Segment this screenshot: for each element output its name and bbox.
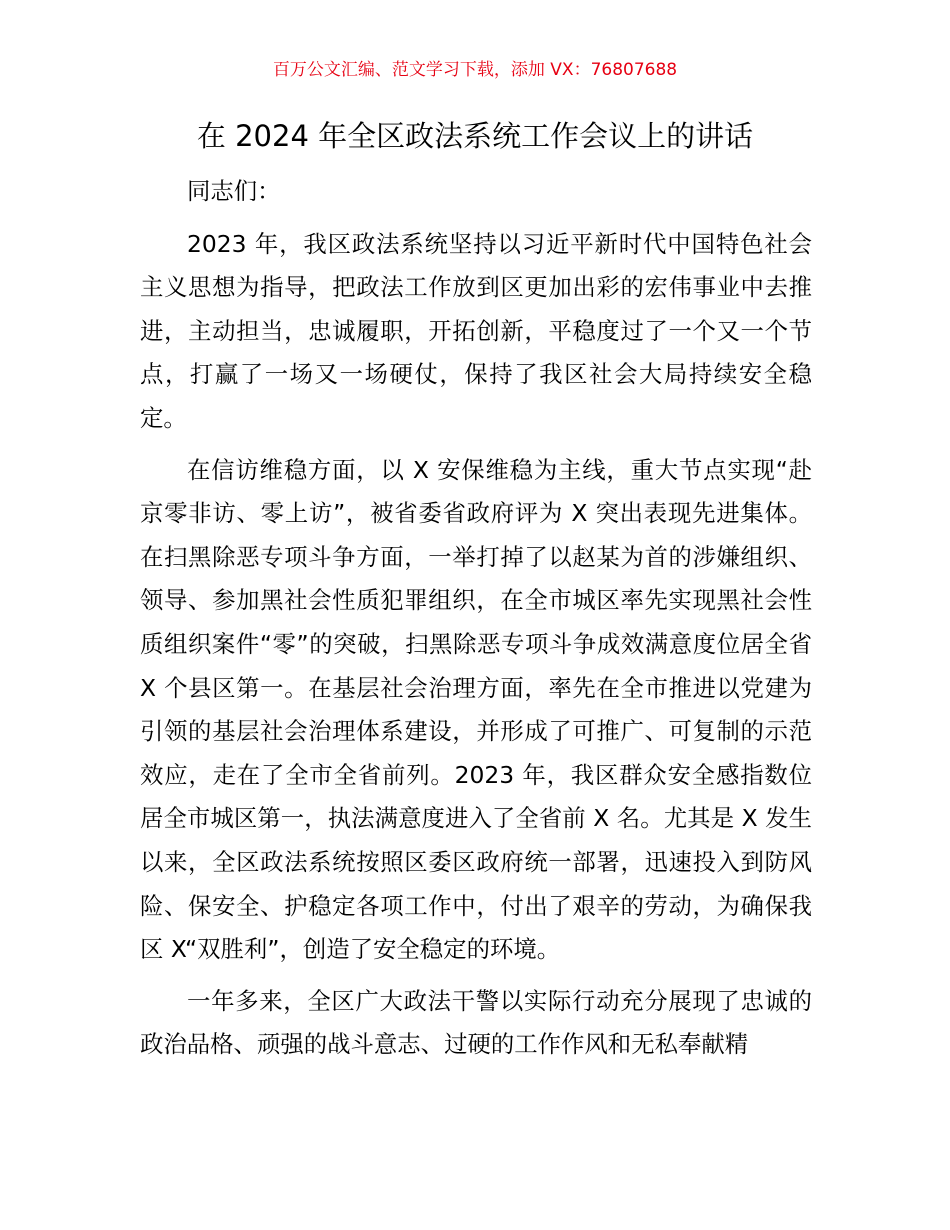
paragraph-3: 一年多来，全区广大政法干警以实际行动充分展现了忠诚的政治品格、顽强的战斗意志、过硬的工作作风和无私奉献精 xyxy=(140,986,812,1059)
salutation: 同志们： xyxy=(187,177,281,205)
paragraph-1: 2023 年，我区政法系统坚持以习近平新时代中国特色社会主义思想为指导，把政法工作放到区更加出彩的宏伟事业中去推进，主动担当，忠诚履职，开拓创新，平稳度过了一个又一个节点，打赢了一场又一场硬仗，保持了我区社会大局持续安全稳定。 xyxy=(140,229,812,432)
header-watermark-note: 百万公文汇编、范文学习下载，添加 VX：76807688 xyxy=(272,60,678,80)
document-body xyxy=(140,170,812,1075)
paragraph-2: 在信访维稳方面，以 X 安保维稳为主线，重大节点实现“赴京零非访、零上访”，被省委省政府评为 X 突出表现先进集体。在扫黑除恶专项斗争方面，一举打掉了以赵某为首的涉嫌组织、领导、参加黑社会性质犯罪组织，在全市城区率先实现黑社会性质组织案件“零”的突破，扫黑除恶专项斗争成效满意度位居全省 X 个县区第一。在基层社会治理方面，率先在全市推进以党建为引领的基层社会治理体系建设，并形成了可推广、可复制的示范效应，走在了全市全省前列。2023 年，我区群众安全感指数位居全市城区第一，执法满意度进入了全省前 X 名。尤其是 X 发生以来，全区政法系统按照区委区政府统一部署，迅速投入到防风险、保安全、护稳定各项工作中，付出了艰辛的劳动，为确保我区 X“双胜利”，创造了安全稳定的环境。 xyxy=(140,455,812,964)
document-title: 在 2024 年全区政法系统工作会议上的讲话 xyxy=(196,119,754,153)
